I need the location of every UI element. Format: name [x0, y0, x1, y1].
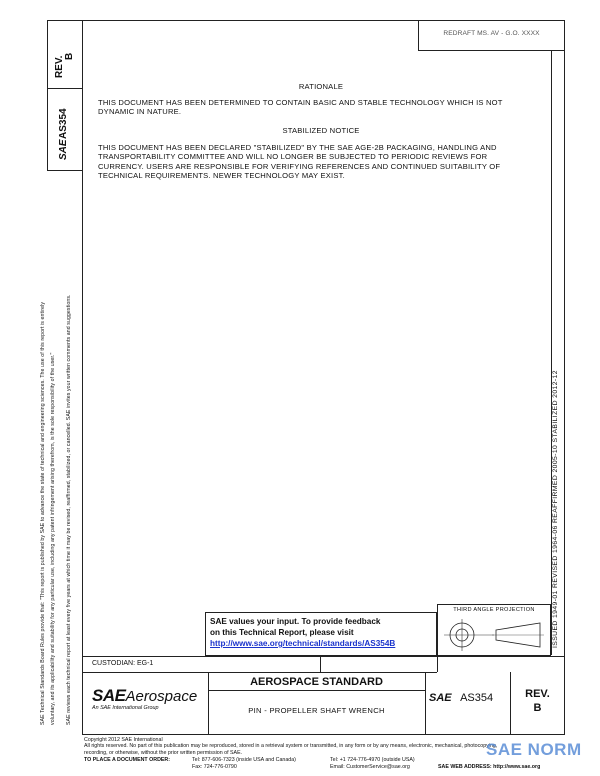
custodian-row-bottom: [82, 672, 437, 673]
disclaimer-line-3: SAE reviews each technical report at least every five years at which time it may be revised, reaffirmed, stabilized, or cancelled. SAE invites your written comments and suggestions.: [66, 294, 72, 725]
title-cell-split: [208, 690, 425, 691]
footer-web: SAE WEB ADDRESS: http://www.sae.org: [438, 764, 541, 770]
projection-column-line: [437, 604, 438, 672]
feedback-line-2: on this Technical Report, please visit: [210, 628, 354, 637]
sae-logo-mark: SAE: [92, 686, 126, 705]
footer-rights-2: recording, or otherwise, without the prior written permission of SAE.: [84, 749, 243, 756]
footer-copyright: Copyright 2012 SAE International: [84, 737, 163, 743]
rev-cell-label: REV.: [525, 688, 550, 700]
dist-box-bottom: [418, 50, 565, 51]
footer-tel-1: Tel: 877-606-7323 (inside USA and Canada): [192, 757, 296, 763]
sae-aerospace-logo: [92, 686, 208, 711]
distribution-note: REDRAFT MS. AV - G.O. XXXX: [443, 30, 540, 37]
rev-cell-value: B: [533, 702, 542, 714]
logo-tagline: An SAE International Group: [92, 705, 159, 711]
left-rev-label: REV.: [54, 55, 65, 78]
feedback-line-1: SAE values your input. To provide feedback: [210, 617, 381, 626]
custodian-label: CUSTODIAN: EG-1: [92, 660, 154, 667]
disclaimer-line-1: SAE Technical Standards Board Rules provide that: "This report is published by SAE to advance the state of technical and engineering sciences. The use of this report is entirely: [40, 301, 46, 725]
title-block-top: [82, 656, 565, 657]
third-angle-projection-icon: [438, 615, 550, 655]
history-text: ISSUED 1949-01 REVISED 1964-06 REAFFIRMED 2005-10 STABILIZED 2012-12: [552, 370, 559, 648]
left-column-top: [47, 20, 83, 21]
doc-number-cell: [425, 688, 510, 706]
standard-type: AEROSPACE STANDARD: [250, 676, 383, 688]
footer-email: Email: CustomerService@sae.org: [330, 764, 410, 770]
rationale-heading: RATIONALE: [298, 82, 344, 91]
projection-label: THIRD ANGLE PROJECTION: [453, 607, 535, 613]
footer-order-label: TO PLACE A DOCUMENT ORDER:: [84, 757, 171, 763]
document-title: PIN - PROPELLER SHAFT WRENCH: [248, 706, 385, 715]
footer-tel-2: Tel: +1 724-776-4970 (outside USA): [330, 757, 415, 763]
left-column-edge: [47, 20, 48, 170]
doc-number: AS354: [460, 692, 494, 704]
left-doc-id: AS354: [58, 108, 69, 139]
left-column-divider: [47, 88, 83, 89]
left-column-bottom: [47, 170, 83, 171]
watermark: SAE NORM: [486, 740, 582, 759]
feedback-box: [205, 612, 437, 656]
footer-rights: All rights reserved. No part of this publication may be reproduced, stored in a retrieval system or transmitted, in any form or by any means, electronic, mechanical, photocopying,: [84, 743, 498, 750]
disclaimer-line-2: voluntary, and its applicability and suitability for any particular use, including any patent infringement arising therefrom, is the sole responsibility of the user.": [50, 352, 56, 725]
footer-fax: Fax: 724-776-0790: [192, 764, 237, 770]
feedback-link[interactable]: http://www.sae.org/technical/standards/AS354B: [210, 639, 396, 648]
projection-box: [437, 604, 551, 656]
custodian-divider: [320, 656, 321, 672]
aerospace-logo-text: Aerospace: [125, 688, 198, 705]
rationale-text: THIS DOCUMENT HAS BEEN DETERMINED TO CONTAIN BASIC AND STABLE TECHNOLOGY WHICH IS NOT DYNAMIC IN NATURE.: [98, 98, 503, 117]
left-rev-value: B: [64, 52, 75, 60]
stabilized-text: THIS DOCUMENT HAS BEEN DECLARED "STABILIZED" BY THE SAE AGE-2B PACKAGING, HANDLING AND TRANSPORTABILITY COMMITTEE AND WILL NO LONGER BE SUBJECTED TO PERIODIC REVIEWS FOR CURRENCY. USERS ARE RESPONSIBLE FOR VERIFYING REFERENCES AND CONTINUED SUITABILITY OF TECHNICAL REQUIREMENTS. NEWER TECHNOLOGY MAY EXIST.: [98, 143, 501, 181]
left-logo: SAE: [58, 139, 69, 160]
stabilized-heading: STABILIZED NOTICE: [282, 126, 360, 135]
doc-sae-logo: SAE: [429, 692, 452, 704]
